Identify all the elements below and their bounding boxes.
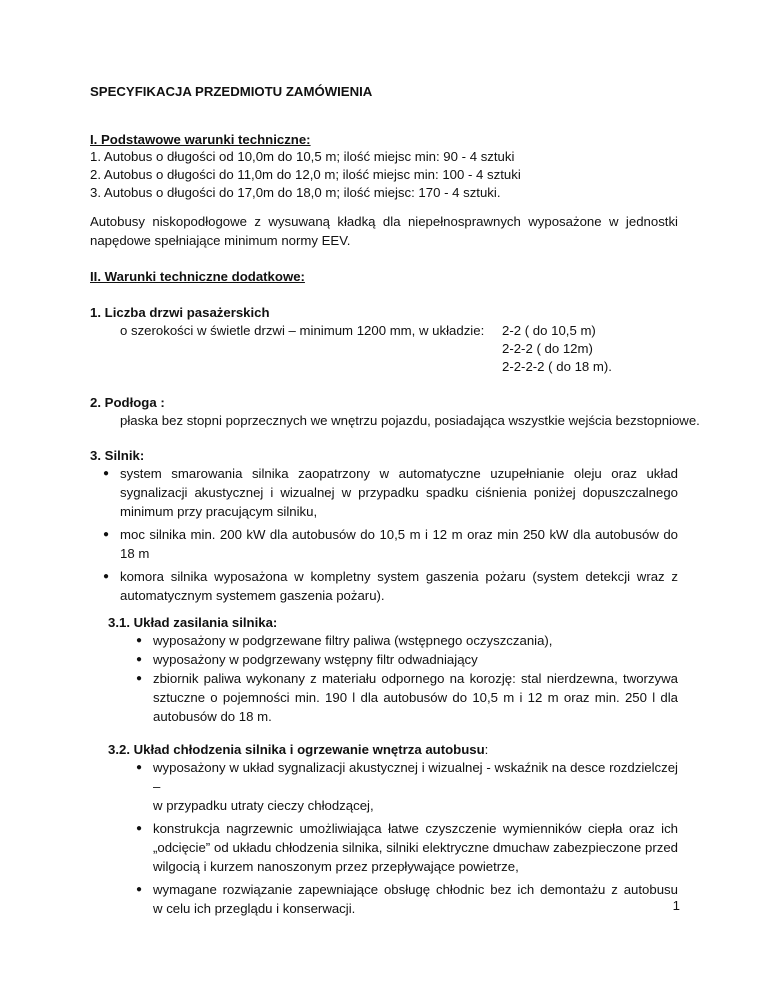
cooling-system-bullet-list [136,758,678,922]
section-1-item: 2. Autobus o długości do 11,0m do 12,0 m; ilość miejsc min: 100 - 4 sztuki [90,167,521,182]
page-number: 1 [672,898,680,913]
list-item: ● konstrukcja nagrzewnic umożliwiająca łatwe czyszczenie wymienników ciepła oraz ich „odcięcie” od układu chłodzenia silnika, silniki elektryczne dmuchaw zabezpieczone przed wilgocią i kurzem nanoszonym przez przepływające powietrze, [136,821,678,874]
section-2-heading: II. Warunki techniczne dodatkowe: [90,269,305,284]
item-1-description: o szerokości w świetle drzwi – minimum 1200 mm, w układzie: [120,323,485,338]
bullet-icon: ● [136,635,143,646]
bullet-icon: ● [136,762,143,773]
list-item: ● system smarowania silnika zaopatrzony w automatyczne uzupełnianie oleju oraz układ sygnalizacji akustycznej i wizualnej w przypadku spadku ciśnienia poniżej dopuszczalnego minimum przy pracującym silniku, [103,466,678,519]
item-1-title: 1. Liczba drzwi pasażerskich [90,305,270,320]
list-item: ● zbiornik paliwa wykonany z materiału odpornego na korozję: stal nierdzewna, tworzywa sztuczne o pojemności min. 190 l dla autobusów do 10,5 m i 12 m oraz min. 250 l dla autobusów do 18 m. [136,671,678,724]
paragraph-line: napędowe spełniające minimum normy EEV. [90,233,351,248]
subsection-3-1-title: 3.1. Układ zasilania silnika: [108,615,278,630]
item-2-title: 2. Podłoga : [90,395,165,410]
bullet-icon: ● [103,571,110,582]
list-item: ● moc silnika min. 200 kW dla autobusów do 10,5 m i 12 m oraz min 250 kW dla autobusów do 18 m [103,527,678,561]
engine-bullet-list [103,464,678,609]
bullet-icon: ● [103,529,110,540]
section-1-item: 3. Autobus o długości do 17,0m do 18,0 m; ilość miejsc: 170 - 4 sztuki. [90,185,501,200]
item-3-title: 3. Silnik: [90,448,145,463]
section-1-paragraph [90,212,678,250]
paragraph-line: Autobusy niskopodłogowe z wysuwaną kładką dla niepełnosprawnych wyposażone w jednostki [90,214,678,229]
list-item: ● wyposażony w podgrzewany wstępny filtr odwadniający [136,652,478,667]
door-config: 2-2-2-2 ( do 18 m). [502,359,612,374]
bullet-icon: ● [136,673,143,684]
list-item: ● wyposażony w układ sygnalizacji akustycznej i wizualnej - wskaźnik na desce rozdzielczej – w przypadku utraty cieczy chłodzącej, [136,760,678,813]
section-1-heading: I. Podstawowe warunki techniczne: [90,132,311,147]
door-config: 2-2 ( do 10,5 m) [502,323,596,338]
item-2-description: płaska bez stopni poprzecznych we wnętrzu pojazdu, posiadająca wszystkie wejścia bezstopniowe. [120,413,700,428]
subsection-3-2-title: 3.2. Układ chłodzenia silnika i ogrzewanie wnętrza autobusu: [108,742,489,757]
bullet-icon: ● [136,884,143,895]
bullet-icon: ● [136,654,143,665]
list-item: ● wyposażony w podgrzewane filtry paliwa (wstępnego oczyszczania), [136,633,553,648]
section-1-item: 1. Autobus o długości od 10,0m do 10,5 m; ilość miejsc min: 90 - 4 sztuki [90,149,515,164]
document-title: SPECYFIKACJA PRZEDMIOTU ZAMÓWIENIA [90,84,373,99]
list-item: ● komora silnika wyposażona w kompletny system gaszenia pożaru (system detekcji wraz z automatycznym systemem gaszenia pożaru). [103,569,678,603]
bullet-icon: ● [136,823,143,834]
list-item: ● wymagane rozwiązanie zapewniające obsługę chłodnic bez ich demontażu z autobusu w celu ich przeglądu i konserwacji. [136,882,678,916]
bullet-icon: ● [103,468,110,479]
fuel-system-bullet-list [136,631,678,730]
door-config: 2-2-2 ( do 12m) [502,341,593,356]
